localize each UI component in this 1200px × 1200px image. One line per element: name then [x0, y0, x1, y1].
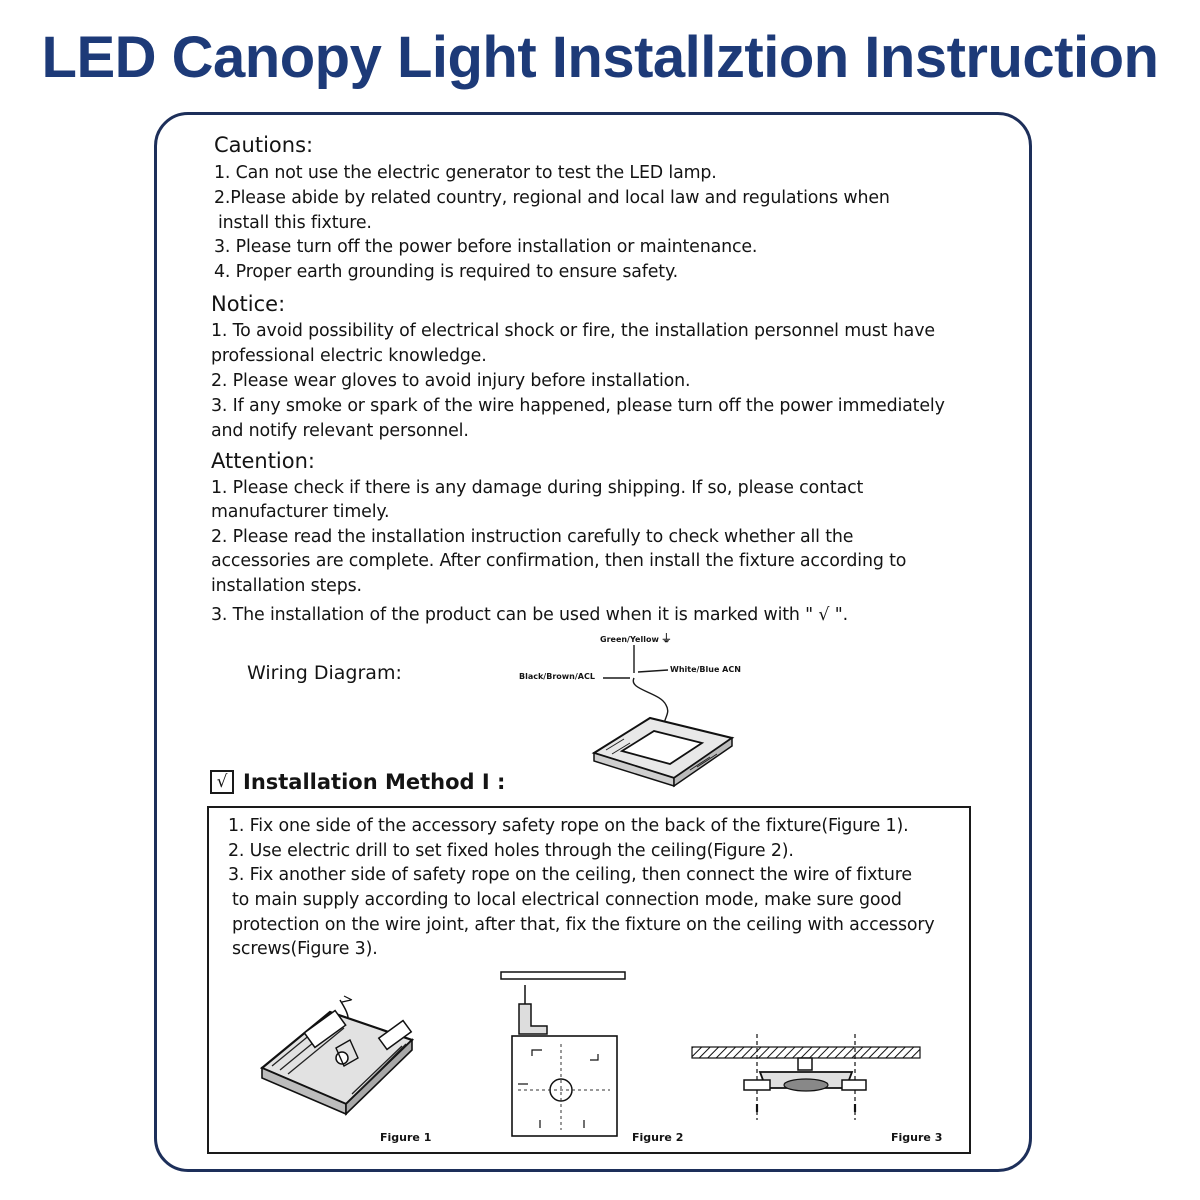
- attention-line-1: 1. Please check if there is any damage during shipping. If so, please contact: [211, 478, 864, 498]
- method-line-6: screws(Figure 3).: [232, 939, 378, 959]
- method-line-1: 1. Fix one side of the accessory safety rope on the back of the fixture(Figure 1).: [228, 816, 909, 836]
- method-line-4: to main supply according to local electrical connection mode, make sure good: [232, 890, 902, 910]
- notice-line-2: professional electric knowledge.: [211, 346, 487, 366]
- page-title: LED Canopy Light Installztion Instruction: [41, 25, 1159, 90]
- cautions-heading: Cautions:: [214, 133, 314, 157]
- wire-right-label: White/Blue ACN: [670, 665, 741, 674]
- figure-2-label: Figure 2: [632, 1131, 684, 1144]
- notice-line-4: 3. If any smoke or spark of the wire happened, please turn off the power immediately: [211, 396, 945, 416]
- wire-ground-label: Green/Yellow ⏚: [600, 632, 672, 645]
- caution-line-4: 3. Please turn off the power before installation or maintenance.: [214, 237, 758, 257]
- check-mark-icon: √: [210, 770, 234, 794]
- attention-line-5: installation steps.: [211, 576, 362, 596]
- wire-left-label: Black/Brown/ACL: [519, 672, 595, 681]
- attention-line-3: 2. Please read the installation instruction carefully to check whether all the: [211, 527, 854, 547]
- wiring-diagram-label: Wiring Diagram:: [247, 662, 402, 684]
- ground-symbol-icon: ⏚: [660, 632, 672, 645]
- caution-line-3: install this fixture.: [218, 213, 372, 233]
- notice-line-3: 2. Please wear gloves to avoid injury before installation.: [211, 371, 691, 391]
- figure-1-label: Figure 1: [380, 1131, 432, 1144]
- attention-line-4: accessories are complete. After confirmation, then install the fixture according to: [211, 551, 907, 571]
- attention-heading: Attention:: [211, 449, 315, 473]
- notice-heading: Notice:: [211, 292, 286, 316]
- method-line-3: 3. Fix another side of safety rope on the ceiling, then connect the wire of fixture: [228, 865, 912, 885]
- attention-line-2: manufacturer timely.: [211, 502, 390, 522]
- method-line-5: protection on the wire joint, after that, fix the fixture on the ceiling with accessory: [232, 915, 935, 935]
- installation-method-label: Installation Method I :: [243, 770, 506, 794]
- caution-line-2: 2.Please abide by related country, regional and local law and regulations when: [214, 188, 890, 208]
- figure-3-label: Figure 3: [891, 1131, 943, 1144]
- method-line-2: 2. Use electric drill to set fixed holes through the ceiling(Figure 2).: [228, 841, 794, 861]
- caution-line-5: 4. Proper earth grounding is required to ensure safety.: [214, 262, 678, 282]
- attention-line-6: 3. The installation of the product can be used when it is marked with " √ ".: [211, 605, 848, 625]
- caution-line-1: 1. Can not use the electric generator to test the LED lamp.: [214, 163, 717, 183]
- notice-line-5: and notify relevant personnel.: [211, 421, 469, 441]
- notice-line-1: 1. To avoid possibility of electrical shock or fire, the installation personnel must have: [211, 321, 935, 341]
